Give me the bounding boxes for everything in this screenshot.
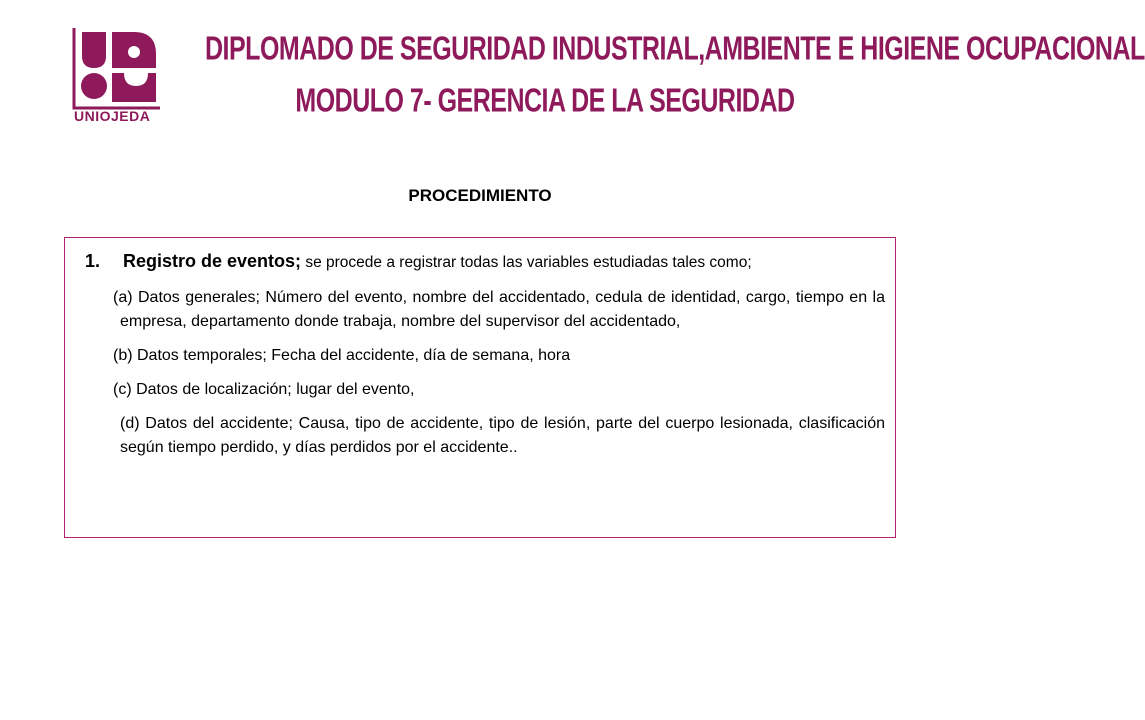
item-number: 1. [85,251,101,271]
header-title: DIPLOMADO DE SEGURIDAD INDUSTRIAL,AMBIENTE E HIGIENE OCUPACIONAL [205,30,1145,68]
list-item [75,248,885,276]
logo-mark-icon [72,26,168,110]
subitem-d: (d) Datos del accidente; Causa, tipo de accidente, tipo de lesión, parte del cuerpo lesionada, clasificación según tiempo perdido, y días perdidos por el accidente.. [120,415,885,456]
item-lead: Registro de eventos; [123,251,302,271]
section-title: PROCEDIMIENTO [408,186,552,205]
subitem-a: (a) Datos generales; Número del evento, nombre del accidentado, cedula de identidad, cargo, tiempo en la empresa, departamento donde trabaja, nombre del supervisor del accidentado, [113,289,885,330]
subitem-c: (c) Datos de localización; lugar del evento, [113,381,415,398]
item-text: se procede a registrar todas las variables estudiadas tales como; [301,254,752,271]
procedure-box [64,237,896,538]
logo-text: UNIOJEDA [74,108,151,124]
header-subtitle: MODULO 7- GERENCIA DE LA SEGURIDAD [295,82,795,120]
subitem-b: (b) Datos temporales; Fecha del accidente, día de semana, hora [113,347,571,364]
